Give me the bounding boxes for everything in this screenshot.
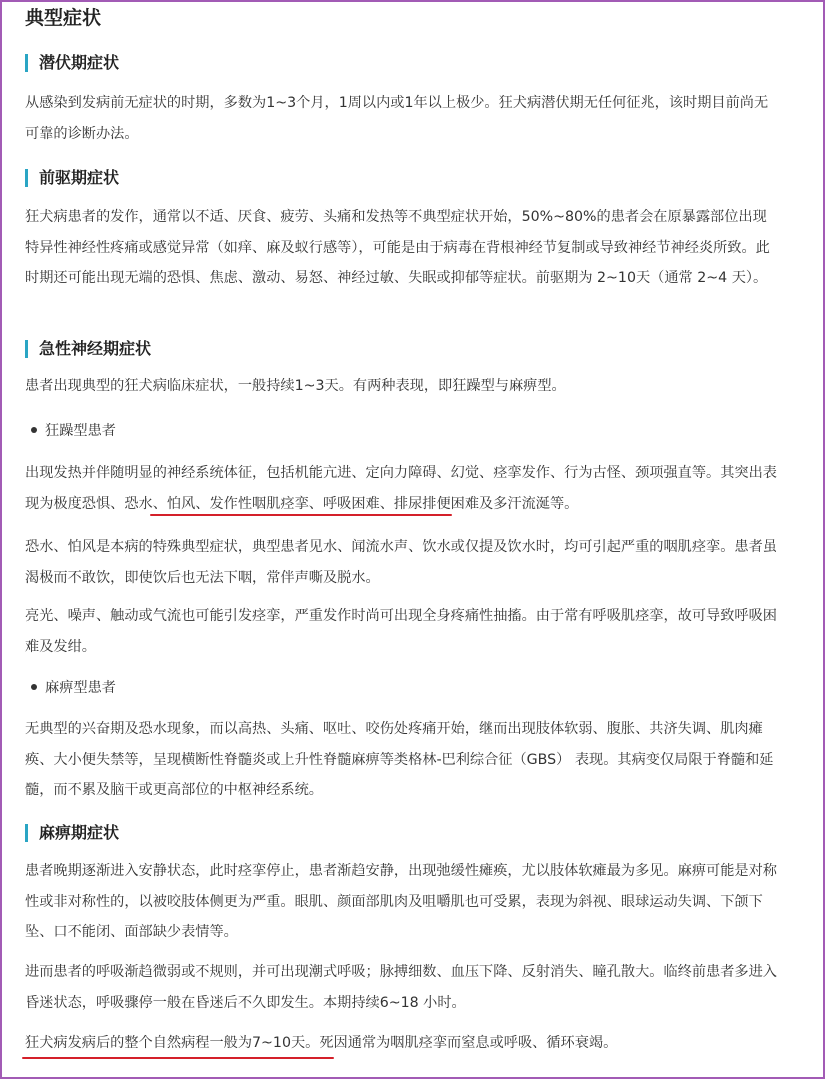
bullet-furious-label: 狂躁型患者 — [45, 423, 116, 439]
prodromal-paragraph: 狂犬病患者的发作，通常以不适、厌食、疲劳、头痛和发热等不典型症状开始，50%~80%的患者会在原暴露部位出现特异性神经性疼痛或感觉异常（如痒、麻及蚁行感等），可能是由于病毒在背根神经节复制或导致神经节神经炎所致。此时期还可能出现无端的恐惧、焦虑、激动、易怒、神经过敏、失眠或抑郁等症状。前驱期为 2~10天（通常 2~4 天）。 — [25, 209, 770, 286]
bullet-paralytic — [31, 676, 116, 700]
bullet-paralytic-label: 麻痹型患者 — [45, 680, 116, 696]
bullet-dot-icon — [31, 427, 37, 433]
section-heading-acute: 急性神经期症状 — [25, 337, 151, 361]
furious-paragraph-3: 亮光、噪声、触动或气流也可能引发痉挛，严重发作时尚可出现全身疼痛性抽搐。由于常有呼吸肌痉挛，故可导致呼吸困难及发绀。 — [25, 608, 777, 655]
paralytic-paragraph: 无典型的兴奋期及恐水现象，而以高热、头痛、呕吐、咬伤处疼痛开始，继而出现肢体软弱、腹胀、共济失调、肌肉瘫痪、大小便失禁等，呈现横断性脊髓炎或上升性脊髓麻痹等类格林-巴利综合征（GBS） 表现。其病变仅局限于脊髓和延髓，而不累及脑干或更高部位的中枢神经系统。 — [25, 721, 774, 798]
paralysis-paragraph-3: 狂犬病发病后的整个自然病程一般为7~10天。死因通常为咽肌痉挛而窒息或呼吸、循环衰竭。 — [25, 1035, 618, 1051]
paralysis-paragraph-1: 患者晚期逐渐进入安静状态，此时痉挛停止，患者渐趋安静，出现弛缓性瘫痪，尤以肢体软瘫最为多见。麻痹可能是对称性或非对称性的，以被咬肢体侧更为严重。眼肌、颜面部肌肉及咀嚼肌也可受累，表现为斜视、眼球运动失调、下颌下坠、口不能闭、面部缺少表情等。 — [25, 863, 777, 940]
underline-mark-2 — [22, 1057, 334, 1059]
page-title: 典型症状 — [25, 7, 102, 29]
acute-intro-paragraph: 患者出现典型的狂犬病临床症状，一般持续1~3天。有两种表现，即狂躁型与麻痹型。 — [25, 378, 566, 394]
bullet-furious — [31, 419, 116, 443]
section-heading-latent: 潜伏期症状 — [25, 51, 119, 75]
section-heading-paralysis: 麻痹期症状 — [25, 821, 119, 845]
furious-paragraph-1: 出现发热并伴随明显的神经系统体征，包括机能亢进、定向力障碍、幻觉、痉挛发作、行为古怪、颈项强直等。其突出表现为极度恐惧、恐水、怕风、发作性咽肌痉挛、呼吸困难、排尿排便困难及多汗流涎等。 — [25, 465, 777, 512]
underline-mark-1 — [150, 514, 452, 516]
section-heading-prodromal: 前驱期症状 — [25, 166, 119, 190]
furious-paragraph-2: 恐水、怕风是本病的特殊典型症状，典型患者见水、闻流水声、饮水或仅提及饮水时，均可引起严重的咽肌痉挛。患者虽渴极而不敢饮，即使饮后也无法下咽，常伴声嘶及脱水。 — [25, 539, 777, 586]
paralysis-paragraph-2: 进而患者的呼吸渐趋微弱或不规则，并可出现潮式呼吸；脉搏细数、血压下降、反射消失、瞳孔散大。临终前患者多进入昏迷状态，呼吸骤停一般在昏迷后不久即发生。本期持续6~18 小时。 — [25, 964, 777, 1011]
latent-paragraph: 从感染到发病前无症状的时期，多数为1~3个月，1周以内或1年以上极少。狂犬病潜伏期无任何征兆，该时期目前尚无可靠的诊断办法。 — [25, 95, 769, 142]
bullet-dot-icon — [31, 684, 37, 690]
